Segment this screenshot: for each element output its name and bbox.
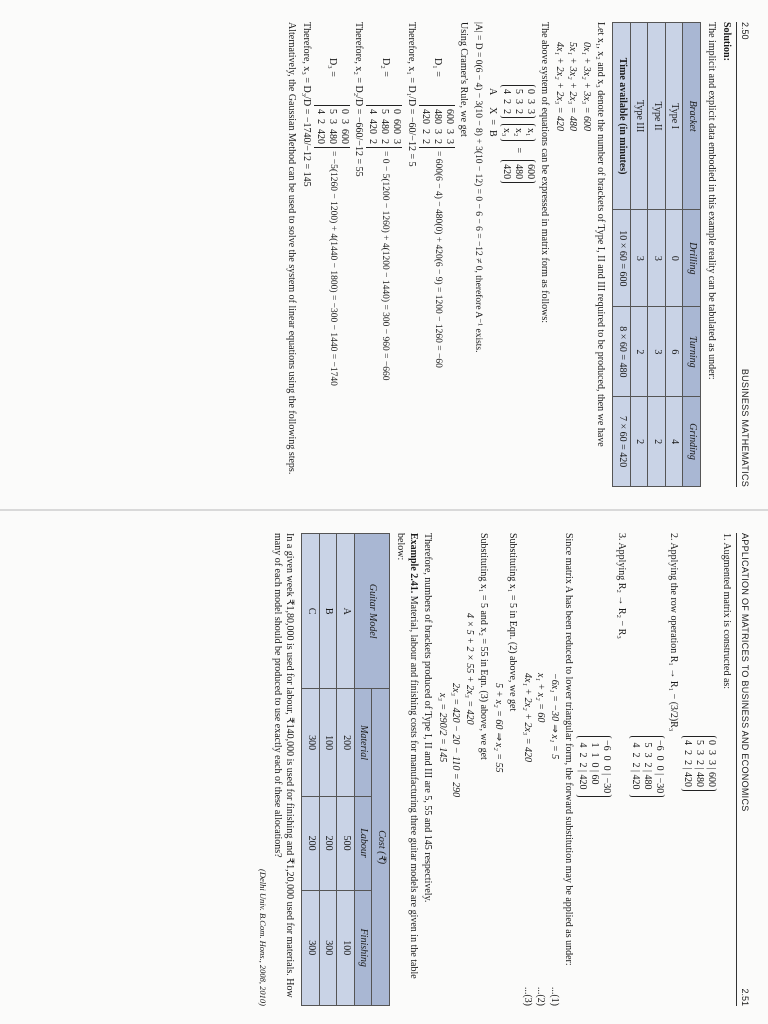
matrix-row: −6 0 0 | −30	[601, 740, 613, 794]
table-cell: 2	[648, 397, 666, 487]
alternative-text: Alternatively, the Gaussian Method can be used to solve the system of linear equations using the following steps.	[286, 22, 298, 475]
axb-label: A X = B	[486, 88, 498, 137]
bracket-table	[612, 22, 701, 487]
table-cell: 300	[302, 689, 320, 796]
d2-expansion: = 0 − 5(1200 − 1260) + 4(1200 − 1440) = 300 − 960 = −660	[380, 151, 391, 381]
matrix-row: x₁	[524, 128, 536, 137]
matrix-row: 4 2 2 | 420	[577, 740, 589, 790]
example-label: Example 2.41.	[407, 533, 419, 594]
table-cell: C	[302, 534, 320, 689]
table-cell: 300	[319, 890, 337, 1006]
table-cell: Time available (in minutes)	[613, 23, 631, 210]
table-cell: 3	[648, 210, 666, 307]
d1-determinant	[419, 105, 455, 148]
table-header: Grinding	[683, 397, 701, 487]
table-cell: 4	[665, 397, 683, 487]
augmented-matrix-3	[576, 733, 612, 1006]
substitution-2-step-c: x₃ = 290/2 = 145	[436, 693, 448, 763]
table-header: Finishing	[354, 890, 372, 1006]
page-number: 2.51	[740, 988, 750, 1006]
matrix-row: −6 0 0 | −30	[653, 740, 665, 794]
substitution-1-result: 5 + x₂ = 60 ⇒ x₂ = 55	[492, 683, 504, 773]
page-header	[736, 22, 750, 487]
matrix-row: 600	[524, 164, 536, 180]
x1-result: Therefore, x₁ = D₁/D = −60/−12 = 5	[405, 22, 417, 167]
example-paragraph	[394, 533, 419, 1006]
d3-label: D₃ =	[327, 58, 339, 77]
forward-substitution-text: Since matrix A has been reduced to lower triangular form, the forward substitution may be applied as under:	[563, 533, 575, 966]
table-cell: 2	[630, 397, 648, 487]
step-1: 1. Augmented matrix is constructed as:	[720, 533, 732, 690]
question-text: In a given week ₹1,80,000 is used for labour, ₹140,000 is used for finishing and ₹1,20,000 used for materials. How many of each model should be produced to use exactly each of these allocations?	[271, 533, 296, 998]
d3-expansion: = −5(1260 − 1200) + 4(1440 − 1800) = −300 − 1440 = −1740	[327, 151, 338, 386]
table-header: Guitar Model	[354, 534, 389, 689]
matrix-row: 0 3 3 | 600	[706, 740, 718, 788]
let-text: Let x₁, x₂ and x₃ denote the number of brackets of Type I, II and III required to be produced, then we have	[595, 22, 607, 447]
table-cell: A	[337, 534, 355, 689]
table-cell: 3	[648, 307, 666, 397]
cramer-text: Using Cramer's Rule, we get	[458, 22, 470, 137]
equation-tag: ...(1)	[548, 986, 560, 1006]
table-cell: 200	[337, 689, 355, 796]
table-header: Drilling	[683, 210, 701, 307]
matrix-b	[500, 160, 536, 183]
matrix-row: 420	[500, 164, 512, 180]
table-cell: 200	[319, 796, 337, 890]
equation: 4x₁ + 2x₂ + 2x₃ = 420	[521, 673, 533, 762]
det-row: 5 480 2	[379, 109, 391, 144]
conclusion-text: Therefore, numbers of brackets produced of Type I, II and III are 5, 55 and 145 respectively.	[422, 533, 434, 903]
matrix-row: x₂	[512, 128, 524, 137]
page-header	[736, 533, 750, 1006]
table-row	[613, 23, 631, 487]
table-header: Bracket	[683, 23, 701, 210]
table-cell: 500	[337, 796, 355, 890]
running-head: BUSINESS MATHEMATICS	[740, 368, 750, 487]
substitution-2: Substituting x₁ = 5 and x₂ = 55 in Eqn. (3) above, we get	[478, 533, 490, 760]
table-row	[319, 534, 337, 1006]
d2-block	[366, 22, 402, 487]
table-header: Material	[354, 689, 372, 796]
d1-label: D₁ =	[432, 58, 444, 77]
table-cell: 0	[665, 210, 683, 307]
d1-block	[419, 22, 455, 487]
table-row	[302, 534, 320, 1006]
det-row: 4 2 420	[314, 109, 326, 144]
det-row: 0 600 3	[391, 109, 403, 144]
table-cell: 3	[630, 210, 648, 307]
equation: 5x₁ + 3x₂ + 2x₃ = 480	[567, 42, 579, 131]
matrix-row: 4 2 2 | 420	[629, 740, 641, 790]
table-cell: 200	[302, 796, 320, 890]
det-row: 420 2 2	[419, 109, 431, 144]
table-header: Turning	[683, 307, 701, 397]
page-gutter	[0, 509, 768, 511]
intro-text: The implicit and explicit data embodied in this example reality can be tabulated as under:	[706, 22, 718, 380]
step-2: 2. Applying the row operation R₁ → R₁ − (3/2)R₃	[668, 533, 680, 732]
substitution-2-step-a: 4 × 5 + 2 × 55 + 2x₃ = 420	[463, 613, 475, 725]
x3-result: Therefore, x₃ = D₃/D = −1740/−12 = 145	[300, 22, 312, 187]
page-number: 2.50	[740, 22, 750, 40]
matrix-a	[500, 85, 536, 118]
table-cell: 6	[665, 307, 683, 397]
det-row: 600 3 3	[443, 109, 455, 144]
equation-tag: ...(2)	[535, 986, 547, 1006]
matrix-row: 5 3 2	[512, 89, 524, 114]
page-251	[0, 519, 768, 1024]
table-cell: 100	[319, 689, 337, 796]
table-group-header: Cost (₹)	[372, 689, 390, 1006]
matrix-row: 4 2 2	[500, 89, 512, 114]
d2-determinant	[366, 105, 402, 148]
system-equation	[534, 553, 547, 1006]
matrix-row: 5 3 2 | 480	[694, 740, 706, 788]
example-text: Material, labour and finishing costs for manufacturing three guitar models are given in the table below:	[395, 533, 419, 979]
equals-sign: =	[513, 147, 524, 154]
equation: x₁ + x₂ = 60	[535, 673, 547, 723]
table-cell: 300	[302, 890, 320, 1006]
matrix-row: x₃	[500, 128, 512, 137]
guitar-cost-table	[301, 533, 390, 1006]
system-equation	[520, 553, 533, 1006]
table-cell: Type I	[665, 23, 683, 210]
table-cell: Type III	[630, 23, 648, 210]
table-cell: 10 × 60 = 600	[613, 210, 631, 307]
det-row: 0 3 600	[338, 109, 350, 144]
equation: −6x₁ = −30 ⇒ x₁ = 5	[548, 673, 560, 760]
system-equation	[547, 553, 560, 1006]
equation-tag: ...(3)	[521, 986, 533, 1006]
table-cell: 8 × 60 = 480	[613, 307, 631, 397]
d1-expansion: = 600(6 − 4) − 480(0) + 420(6 − 9) = 1200 − 1260 = −60	[432, 151, 443, 368]
augmented-matrix-2	[629, 733, 665, 1006]
table-cell: 2	[630, 307, 648, 397]
matrix-row: 480	[512, 164, 524, 180]
solution-heading: Solution:	[720, 22, 732, 61]
d2-label: D₂ =	[379, 58, 391, 77]
equation: 0x₁ + 3x₂ + 3x₃ = 600	[580, 42, 592, 131]
table-cell: B	[319, 534, 337, 689]
equation: 4x₁ + 2x₂ + 2x₃ = 420	[553, 42, 565, 131]
running-head: APPLICATION OF MATRICES TO BUSINESS AND ECONOMICS	[740, 533, 750, 812]
table-row	[648, 23, 666, 487]
substitution-1: Substituting x₁ = 5 in Eqn. (2) above, we get	[507, 533, 519, 712]
determinant-line: |A| = D = 0(6 − 4) − 3(10 − 8) + 3(10 − 12) = 0 − 6 − 6 = −12 ≠ 0, therefore A⁻¹ exists.	[473, 22, 484, 353]
det-row: 4 420 2	[367, 109, 379, 144]
table-cell: 100	[337, 890, 355, 1006]
det-row: 5 3 480	[326, 109, 338, 144]
table-row	[630, 23, 648, 487]
matrix-form-text: The above system of equations can be expressed in matrix form as follows:	[539, 22, 551, 324]
table-cell: 7 × 60 = 420	[613, 397, 631, 487]
citation: (Delhi Univ. B.Com. Hons., 2008, 2010)	[258, 868, 269, 1006]
matrix-row: 4 2 2 | 420	[682, 740, 694, 788]
d3-determinant	[314, 105, 350, 148]
x2-result: Therefore, x₂ = D₂/D = −660/−12 = 55	[353, 22, 365, 177]
matrix-x	[500, 124, 536, 141]
matrix-row: 5 3 2 | 480	[641, 740, 653, 790]
augmented-matrix-1	[681, 733, 717, 1006]
table-header: Labour	[354, 796, 372, 890]
substitution-2-step-b: 2x₃ = 420 − 20 − 110 = 290	[450, 683, 462, 798]
table-row	[337, 534, 355, 1006]
matrix-equation	[500, 82, 536, 487]
page-250	[0, 0, 768, 505]
table-cell: Type II	[648, 23, 666, 210]
matrix-row: 1 1 0 | 60	[589, 740, 601, 785]
det-row: 480 3 2	[431, 109, 443, 144]
matrix-row: 0 3 3	[524, 89, 536, 114]
d3-block	[314, 22, 350, 487]
table-row	[665, 23, 683, 487]
step-3: 3. Applying R₂ → R₂ − R₃	[615, 533, 627, 639]
